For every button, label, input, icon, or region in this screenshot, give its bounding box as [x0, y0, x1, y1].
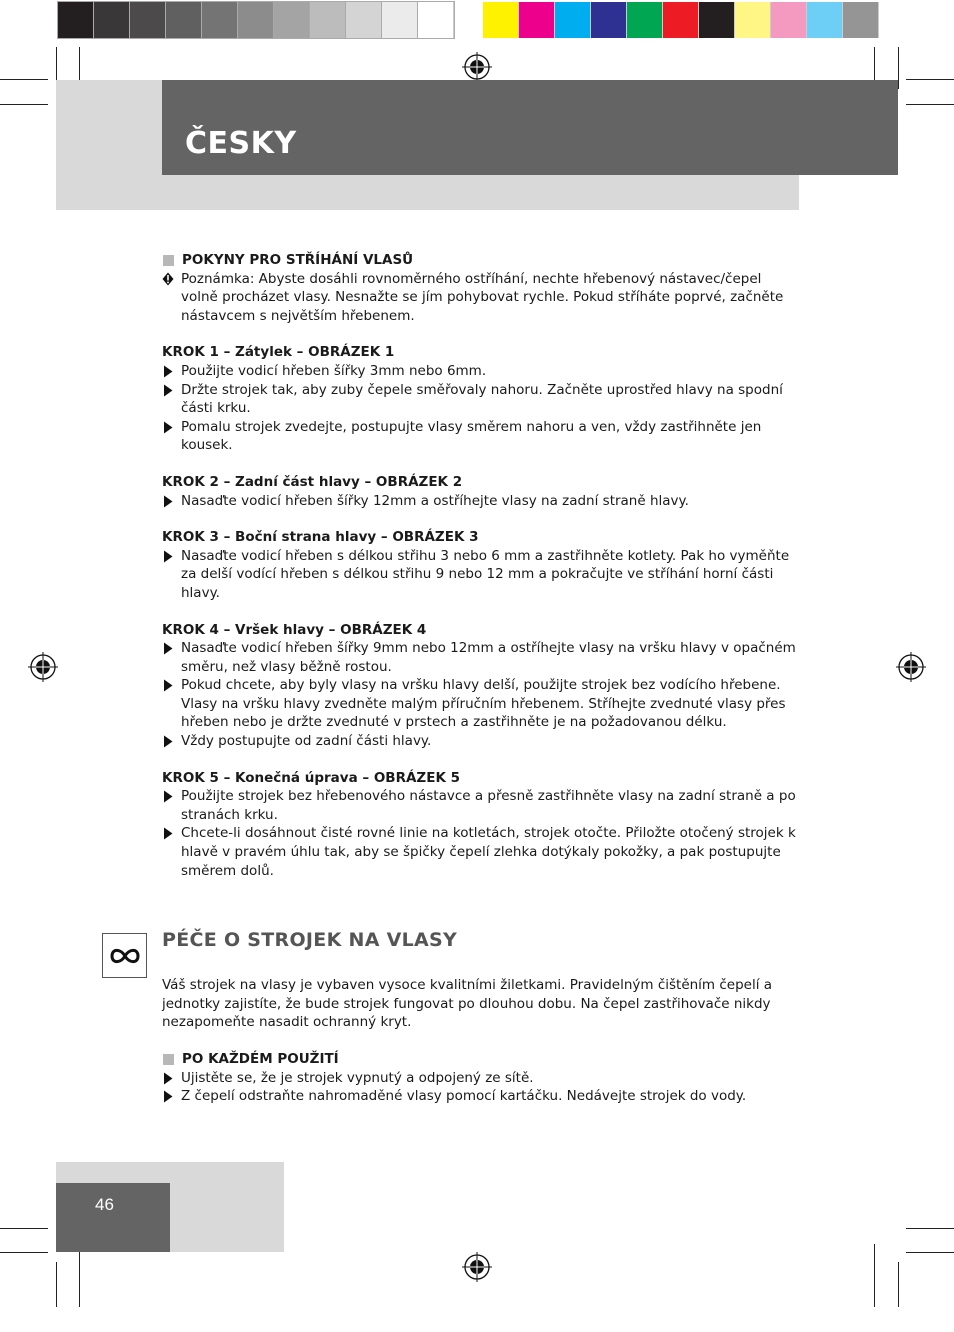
list-item: Chcete-li dosáhnout čisté rovné linie na kotletách, strojek otočte. Přiložte otočený strojek k hlavě v pravém úhlu tak, aby se špičky čepelí zlehka dotýkaly pokožky, a pak postupujte směrem dolů. — [162, 824, 802, 880]
list-item: Vždy postupujte od zadní části hlavy. — [162, 732, 802, 751]
list-item: Ujistěte se, že je strojek vypnutý a odpojený ze sítě. — [162, 1069, 802, 1088]
list-item: Nasaďte vodicí hřeben s délkou střihu 3 nebo 6 mm a zastřihněte kotlety. Pak ho vyměňte za delší vodící hřeben s délkou střihu 9 nebo 12 mm a pokračujte ve stříhání horní části hlavy. — [162, 547, 802, 603]
square-bullet-icon — [163, 255, 174, 266]
grey-calibration-strip — [58, 2, 454, 38]
color-swatch — [94, 2, 130, 38]
color-swatch — [346, 2, 382, 38]
care-section-title: PÉČE O STROJEK NA VLASY — [162, 929, 458, 952]
crop-mark — [898, 1262, 899, 1307]
color-swatch — [238, 2, 274, 38]
color-swatch — [555, 2, 591, 38]
steps-list — [162, 343, 802, 880]
step-heading: KROK 2 – Zadní část hlavy – OBRÁZEK 2 — [162, 473, 463, 490]
registration-mark-icon — [896, 652, 926, 682]
arrow-bullet-icon — [163, 550, 173, 563]
color-swatch — [58, 2, 94, 38]
arrow-bullet-icon — [163, 384, 173, 397]
crop-mark — [874, 1244, 875, 1307]
arrow-bullet-icon — [163, 495, 173, 508]
arrow-bullet-icon — [163, 790, 173, 803]
crop-mark — [0, 104, 48, 105]
list-item: Z čepelí odstraňte nahromaděné vlasy pomocí kartáčku. Nedávejte strojek do vody. — [162, 1087, 802, 1106]
arrow-bullet-icon — [163, 642, 173, 655]
page-number: 46 — [95, 1195, 114, 1214]
color-swatch — [274, 2, 310, 38]
color-swatch — [483, 2, 519, 38]
crop-mark — [0, 79, 48, 80]
color-swatch — [130, 2, 166, 38]
arrow-bullet-icon — [163, 679, 173, 692]
list-item: Použijte vodicí hřeben šířky 3mm nebo 6mm. — [162, 362, 802, 381]
care-intro: Váš strojek na vlasy je vybaven vysoce kvalitními žiletkami. Pravidelným čištěním čepelí a jednotky zajistíte, že bude strojek fungovat po dlouhou dobu. Na čepel zastřihovače nikdy nezapomeňte nasadit ochranný kryt. — [162, 977, 773, 1031]
color-swatch — [699, 2, 735, 38]
footer-band-dark — [56, 1183, 170, 1252]
color-calibration-strip — [483, 2, 879, 38]
color-swatch — [166, 2, 202, 38]
square-bullet-icon — [163, 1054, 174, 1065]
note: Poznámka: Abyste dosáhli rovnoměrného ostříhání, nechte hřebenový nástavec/čepel volně procházet vlasy. Nesnažte se jím pohybovat rychle. Pokud stříháte poprvé, začněte nástavcem s největším hřebenem. — [162, 270, 802, 326]
crop-mark — [79, 1244, 80, 1307]
arrow-bullet-icon — [163, 1072, 173, 1085]
color-swatch — [807, 2, 843, 38]
color-swatch — [843, 2, 879, 38]
step-heading: KROK 1 – Zátylek – OBRÁZEK 1 — [162, 344, 395, 361]
color-swatch — [735, 2, 771, 38]
section-heading-hair-cutting: POKYNY PRO STŘÍHÁNÍ VLASŮ — [162, 251, 802, 270]
step-heading: KROK 3 – Boční strana hlavy – OBRÁZEK 3 — [162, 529, 479, 546]
step-heading: KROK 4 – Vršek hlavy – OBRÁZEK 4 — [162, 621, 427, 638]
crop-mark — [0, 1252, 48, 1253]
crop-mark — [0, 1228, 48, 1229]
color-swatch — [382, 2, 418, 38]
arrow-bullet-icon — [163, 827, 173, 840]
main-content — [162, 251, 802, 1106]
crop-mark — [898, 47, 899, 89]
color-swatch — [310, 2, 346, 38]
color-swatch — [771, 2, 807, 38]
step-heading: KROK 5 – Konečná úprava – OBRÁZEK 5 — [162, 769, 461, 786]
list-item: Pomalu strojek zvedejte, postupujte vlasy směrem nahoru a ven, vždy zastřihněte jen kousek. — [162, 418, 802, 455]
list-item: Nasaďte vodicí hřeben šířky 9mm nebo 12mm a ostříhejte vlasy na vršku hlavy v opačném směru, než vlasy běžně rostou. — [162, 639, 802, 676]
warning-icon — [162, 272, 174, 286]
list-item: Pokud chcete, aby byly vlasy na vršku hlavy delší, použijte strojek bez vodícího hřebene. Vlasy na vršku hlavy zvedněte malým příručním hřebenem. Stříhejte zvednuté vlasy přes hřeben nebo je držte zvednuté v prstech a zastřihněte je na požadovanou délku. — [162, 676, 802, 732]
crop-mark — [906, 104, 954, 105]
list-item: Nasaďte vodicí hřeben šířky 12mm a ostříhejte vlasy na zadní straně hlavy. — [162, 492, 802, 511]
section-heading-after-use: PO KAŽDÉM POUŽITÍ — [162, 1050, 802, 1069]
registration-mark-icon — [462, 1252, 492, 1282]
arrow-bullet-icon — [163, 735, 173, 748]
page-title: ČESKY — [185, 126, 297, 161]
arrow-bullet-icon — [163, 421, 173, 434]
color-swatch — [591, 2, 627, 38]
list-item: Držte strojek tak, aby zuby čepele směřovaly nahoru. Začněte uprostřed hlavy na spodní části krku. — [162, 381, 802, 418]
crop-mark — [906, 1252, 954, 1253]
after-use-list — [162, 1069, 802, 1106]
crop-mark — [56, 1262, 57, 1307]
crop-mark — [906, 79, 954, 80]
color-swatch — [202, 2, 238, 38]
arrow-bullet-icon — [163, 365, 173, 378]
infinity-icon — [102, 933, 147, 978]
registration-mark-icon — [462, 52, 492, 82]
color-swatch — [627, 2, 663, 38]
registration-mark-icon — [28, 652, 58, 682]
arrow-bullet-icon — [163, 1090, 173, 1103]
color-swatch — [663, 2, 699, 38]
list-item: Použijte strojek bez hřebenového nástavce a přesně zastřihněte vlasy na zadní straně a po stranách krku. — [162, 787, 802, 824]
color-swatch — [519, 2, 555, 38]
crop-mark — [906, 1228, 954, 1229]
color-swatch — [418, 2, 454, 38]
